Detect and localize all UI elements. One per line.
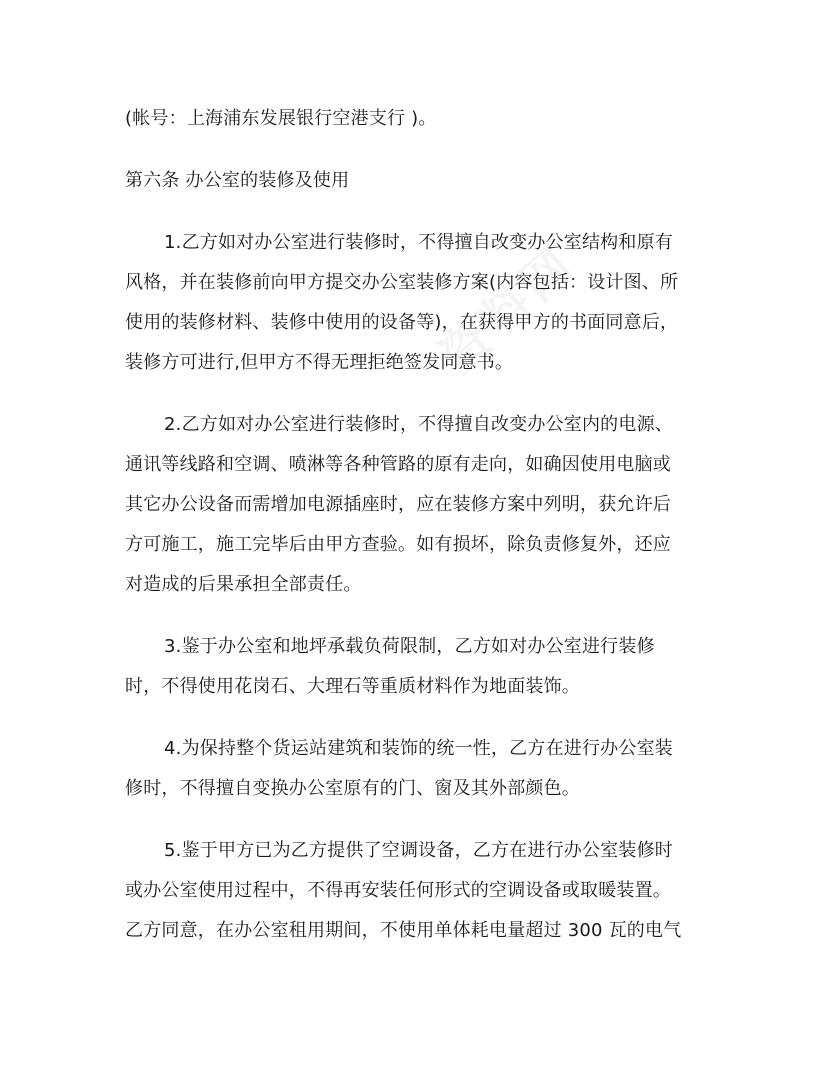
clause-line: 5.鉴于甲方已为乙方提供了空调设备，乙方在进行办公室装修时 <box>164 840 673 861</box>
clause-2 <box>125 405 710 605</box>
clause-3 <box>125 627 710 707</box>
clause-line: 或办公室使用过程中，不得再安装任何形式的空调设备或取暖装置。 <box>125 880 671 901</box>
clause-line: 风格，并在装修前向甲方提交办公室装修方案(内容包括：设计图、所 <box>125 272 679 293</box>
clause-line: 1.乙方如对办公室进行装修时，不得擅自改变办公室结构和原有 <box>164 232 673 253</box>
clause-5 <box>125 831 710 951</box>
clause-line: 通讯等线路和空调、喷淋等各种管路的原有走向，如确因使用电脑或 <box>125 454 671 475</box>
clause-line: 修时，不得擅自变换办公室原有的门、窗及其外部颜色。 <box>125 778 580 799</box>
clause-4 <box>125 729 710 809</box>
clause-line: 2.乙方如对办公室进行装修时，不得擅自改变办公室内的电源、 <box>164 414 673 435</box>
account-paragraph <box>125 99 710 139</box>
clause-line: 乙方同意，在办公室租用期间，不使用单体耗电量超过 300 瓦的电气 <box>125 920 682 941</box>
clause-line: 4.为保持整个货运站建筑和装饰的统一性，乙方在进行办公室装 <box>164 738 673 759</box>
clause-line: 装修方可进行,但甲方不得无理拒绝签发同意书。 <box>125 352 514 373</box>
account-line: (帐号：上海浦东发展银行空港支行 )。 <box>125 108 437 129</box>
clause-line: 对造成的后果承担全部责任。 <box>125 574 362 595</box>
clause-line: 3.鉴于办公室和地坪承载负荷限制，乙方如对办公室进行装修 <box>164 636 655 657</box>
clause-line: 时，不得使用花岗石、大理石等重质材料作为地面装饰。 <box>125 676 580 697</box>
clause-1 <box>125 223 710 383</box>
article-title-paragraph <box>125 161 710 201</box>
clause-line: 其它办公设备而需增加电源插座时，应在装修方案中列明，获允许后 <box>125 494 671 515</box>
clause-line: 方可施工，施工完毕后由甲方查验。如有损坏，除负责修复外，还应 <box>125 534 671 555</box>
clause-line: 使用的装修材料、装修中使用的设备等)，在获得甲方的书面同意后， <box>125 312 679 333</box>
article-title: 第六条 办公室的装修及使用 <box>125 170 350 191</box>
document-body <box>125 99 710 951</box>
